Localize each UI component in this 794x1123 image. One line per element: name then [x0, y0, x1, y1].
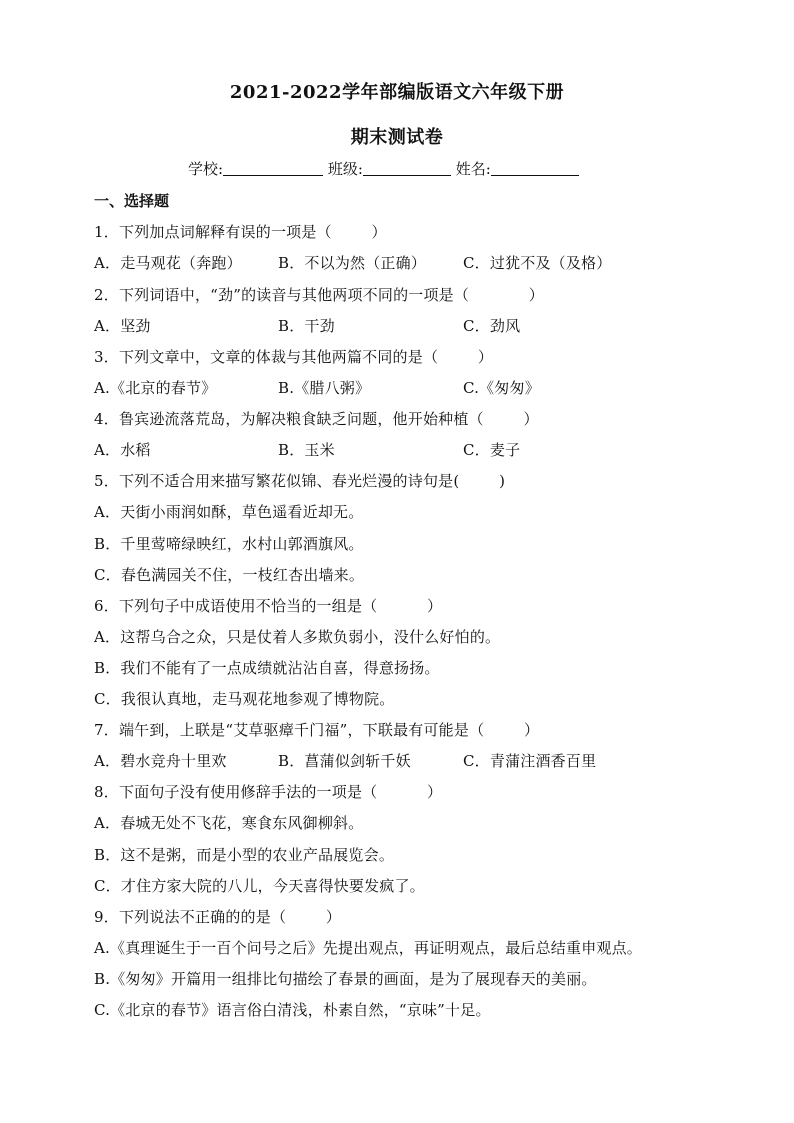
page-subtitle: 期末测试卷 [350, 127, 444, 148]
option-c: C.《匆匆》 [463, 379, 540, 397]
option-b: B．菖蒲似剑斩千妖 [278, 752, 411, 770]
question-stem: 1．下列加点词解释有误的一项是（ ） [94, 223, 387, 241]
option-a: A．春城无处不飞花，寒食东风御柳斜。 [94, 814, 364, 832]
question-stem: 5．下列不适合用来描写繁花似锦、春光烂漫的诗句是( ) [94, 472, 506, 490]
option-b: B．不以为然（正确） [278, 254, 427, 272]
section-heading: 一、选择题 [94, 192, 170, 210]
question-stem: 8．下面句子没有使用修辞手法的一项是（ ） [94, 783, 443, 801]
page-title: 2021-2022学年部编版语文六年级下册 [229, 82, 565, 103]
question-options [94, 439, 520, 460]
option-c: C．我很认真地，走马观花地参观了博物院。 [94, 690, 395, 708]
option-c: C．青蒲注酒香百里 [463, 752, 597, 770]
option-a: A．碧水竞舟十里欢 [94, 752, 227, 770]
option-c: C．过犹不及（及格） [463, 254, 612, 272]
option-c: C.《北京的春节》语言俗白清浅，朴素自然，“京味”十足。 [94, 1001, 491, 1019]
option-a: A．坚劲 [94, 317, 151, 335]
option-c: C．麦子 [463, 441, 521, 459]
option-a: A．水稻 [94, 441, 151, 459]
option-c: C．春色满园关不住，一枝红杏出墙来。 [94, 566, 365, 584]
option-b: B.《腊八粥》 [278, 379, 371, 397]
question-options [94, 750, 596, 771]
option-a: A.《真理诞生于一百个问号之后》先提出观点，再证明观点，最后总结重申观点。 [94, 939, 643, 957]
option-c: C．才住方家大院的八儿，今天喜得快要发疯了。 [94, 877, 425, 895]
class-field[interactable] [363, 159, 451, 176]
option-b: B.《匆匆》开篇用一组排比句描绘了春景的画面，是为了展现春天的美丽。 [94, 970, 597, 988]
question-stem: 6．下列句子中成语使用不恰当的一组是（ ） [94, 597, 443, 615]
question-stem: 7．端午到，上联是“艾草驱瘴千门福”，下联最有可能是（ ） [94, 721, 540, 739]
option-a: A．走马观花（奔跑） [94, 254, 242, 272]
option-a: A．这帮乌合之众，只是仗着人多欺负弱小，没什么好怕的。 [94, 628, 501, 646]
option-a: A.《北京的春节》 [94, 379, 217, 397]
question-options [94, 377, 540, 398]
option-b: B．这不是粥，而是小型的农业产品展览会。 [94, 846, 395, 864]
school-label: 学校: [188, 160, 224, 178]
option-a: A．天街小雨润如酥，草色遥看近却无。 [94, 503, 364, 521]
option-b: B．千里莺啼绿映红，水村山郭酒旗风。 [94, 535, 364, 553]
class-label: 班级: [327, 160, 363, 178]
question-stem: 2．下列词语中，“劲”的读音与其他两项不同的一项是（ ） [94, 286, 544, 304]
question-options [94, 252, 611, 273]
question-stem: 9．下列说法不正确的的是（ ） [94, 908, 342, 926]
student-info-line [188, 158, 579, 179]
school-field[interactable] [223, 159, 323, 176]
name-field[interactable] [491, 159, 579, 176]
name-label: 姓名: [455, 160, 491, 178]
question-options [94, 315, 520, 336]
option-c: C．劲风 [463, 317, 521, 335]
option-b: B．干劲 [278, 317, 335, 335]
option-b: B．我们不能有了一点成绩就沾沾自喜，得意扬扬。 [94, 659, 440, 677]
question-stem: 4．鲁宾逊流落荒岛，为解决粮食缺乏问题，他开始种植（ ） [94, 410, 539, 428]
option-b: B．玉米 [278, 441, 335, 459]
question-stem: 3．下列文章中，文章的体裁与其他两篇不同的是（ ） [94, 348, 494, 366]
